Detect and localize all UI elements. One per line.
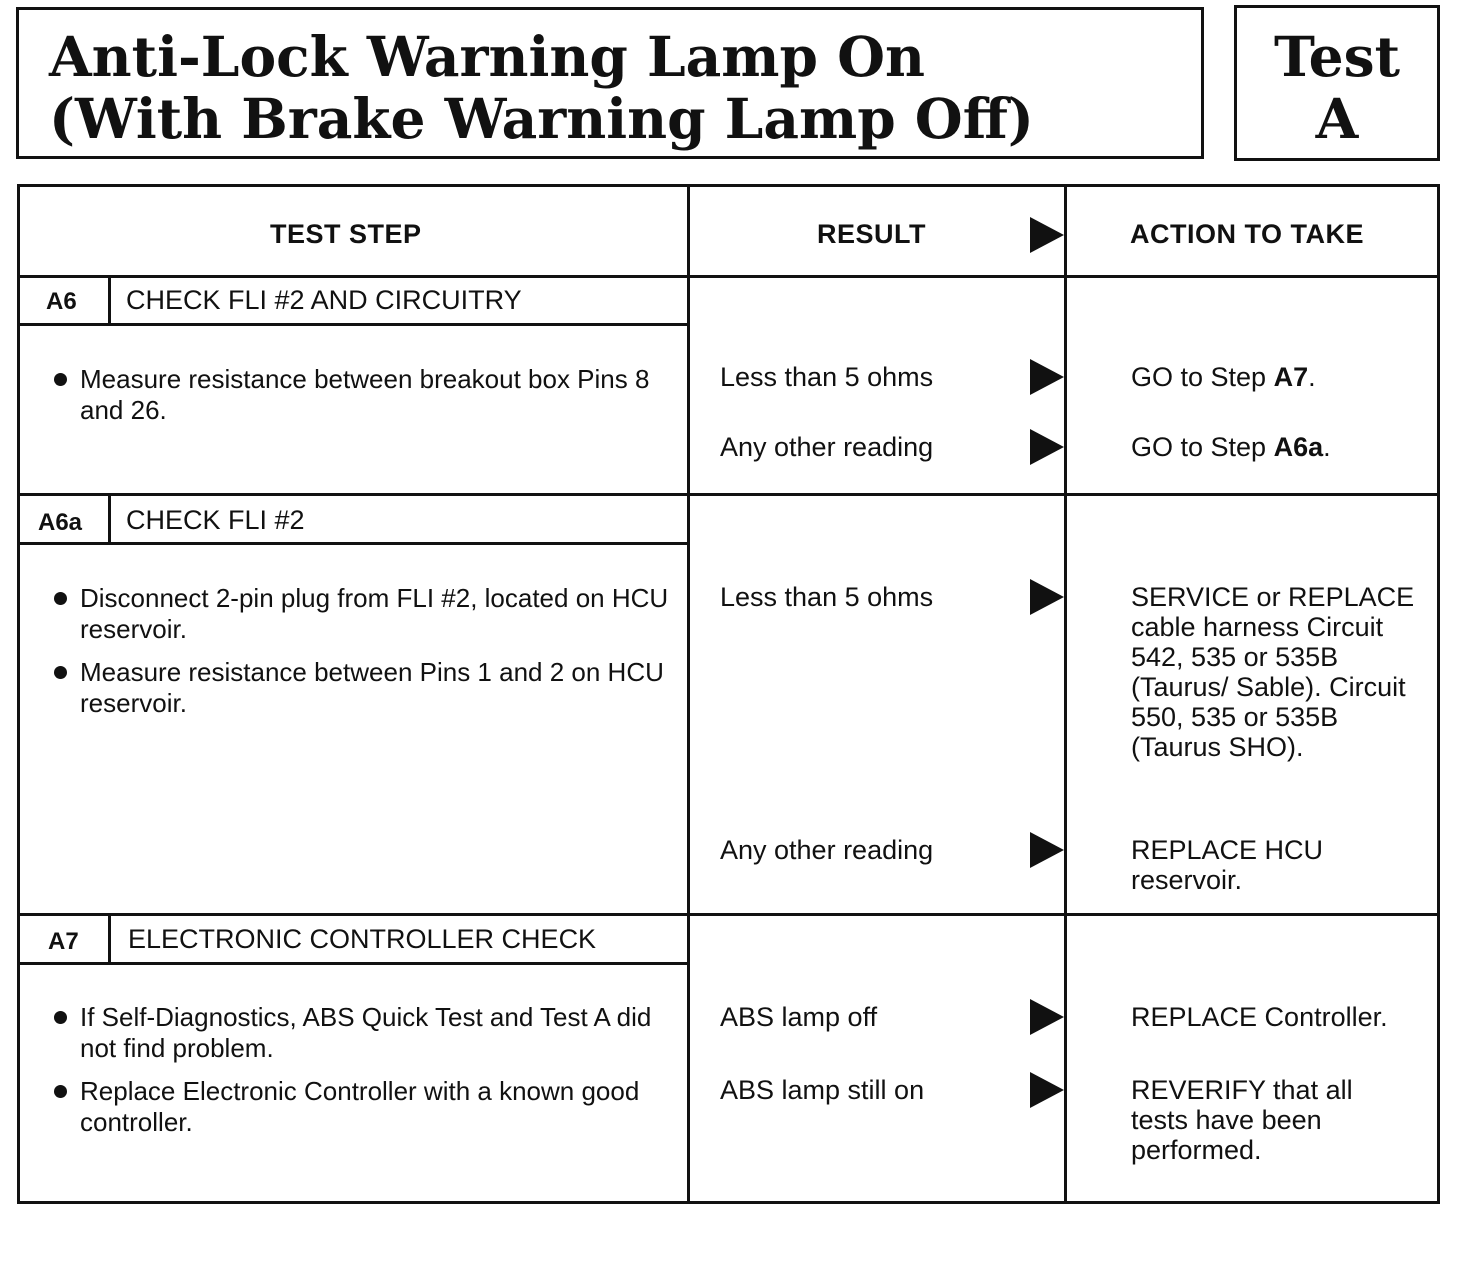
result-a7-2: ABS lamp still on	[720, 1075, 925, 1105]
result-a6-1: Less than 5 ohms	[720, 362, 934, 392]
arrow-icon	[1030, 1072, 1064, 1108]
title-box	[16, 7, 1204, 159]
column-divider-action	[1064, 187, 1067, 1201]
step-id-a6a: A6a	[38, 509, 83, 536]
test-label-box	[1234, 5, 1440, 161]
step-title-divider	[20, 323, 687, 326]
row-divider	[20, 913, 1437, 916]
arrow-icon	[1030, 359, 1064, 395]
action-a6a-2: REPLACE HCU reservoir.	[1131, 835, 1324, 895]
step-id-a6: A6	[46, 288, 77, 315]
step-id-separator	[108, 278, 111, 325]
arrow-icon	[1030, 832, 1064, 868]
action-a6a-1: SERVICE or REPLACE cable harness Circuit 542, 535 or 535B (Taurus/ Sable). Circuit 550, 535 or 535B (Taurus SHO).	[1131, 582, 1415, 762]
title-line-1: Anti-Lock Warning Lamp On	[49, 24, 925, 89]
result-a6a-1: Less than 5 ohms	[720, 582, 934, 612]
instruction-item: Replace Electronic Controller with a known good controller.	[48, 1076, 678, 1138]
arrow-icon	[1030, 999, 1064, 1035]
step-title-a6a: CHECK FLI #2	[126, 505, 305, 535]
row-divider	[20, 493, 1437, 496]
column-divider-result	[687, 187, 690, 1201]
step-title-a6: CHECK FLI #2 AND CIRCUITRY	[126, 285, 522, 315]
action-a7-2: REVERIFY that all tests have been performed.	[1131, 1075, 1353, 1165]
step-a6-instructions	[48, 364, 668, 438]
result-a6-2: Any other reading	[720, 432, 934, 462]
step-a7-instructions	[48, 1002, 678, 1150]
arrow-icon	[1030, 429, 1064, 465]
page-title	[49, 26, 1034, 150]
test-letter: A	[1315, 86, 1359, 151]
result-a6a-2: Any other reading	[720, 835, 934, 865]
step-id-separator	[108, 496, 111, 544]
instruction-item: Measure resistance between Pins 1 and 2 on HCU reservoir.	[48, 657, 678, 719]
header-action: ACTION TO TAKE	[1130, 219, 1364, 249]
action-a6-2: GO to Step A6a.	[1131, 432, 1331, 462]
instruction-item: Measure resistance between breakout box Pins 8 and 26.	[48, 364, 668, 426]
header-result: RESULT	[817, 219, 926, 249]
header-divider	[20, 275, 1437, 278]
action-a6-1: GO to Step A7.	[1131, 362, 1316, 392]
step-a6a-instructions	[48, 583, 678, 731]
header-arrow-icon	[1030, 217, 1064, 253]
step-title-a7: ELECTRONIC CONTROLLER CHECK	[128, 924, 597, 954]
test-label: Test	[1274, 24, 1400, 89]
instruction-item: Disconnect 2-pin plug from FLI #2, located on HCU reservoir.	[48, 583, 678, 645]
title-line-2: (With Brake Warning Lamp Off)	[49, 86, 1034, 151]
step-id-separator	[108, 916, 111, 964]
step-title-divider	[20, 962, 687, 965]
test-table	[17, 184, 1440, 1204]
result-a7-1: ABS lamp off	[720, 1002, 878, 1032]
step-id-a7: A7	[48, 928, 79, 955]
arrow-icon	[1030, 579, 1064, 615]
header-test-step: TEST STEP	[270, 219, 422, 249]
action-a7-1: REPLACE Controller.	[1131, 1002, 1388, 1032]
instruction-item: If Self-Diagnostics, ABS Quick Test and Test A did not find problem.	[48, 1002, 678, 1064]
step-title-divider	[20, 542, 687, 545]
